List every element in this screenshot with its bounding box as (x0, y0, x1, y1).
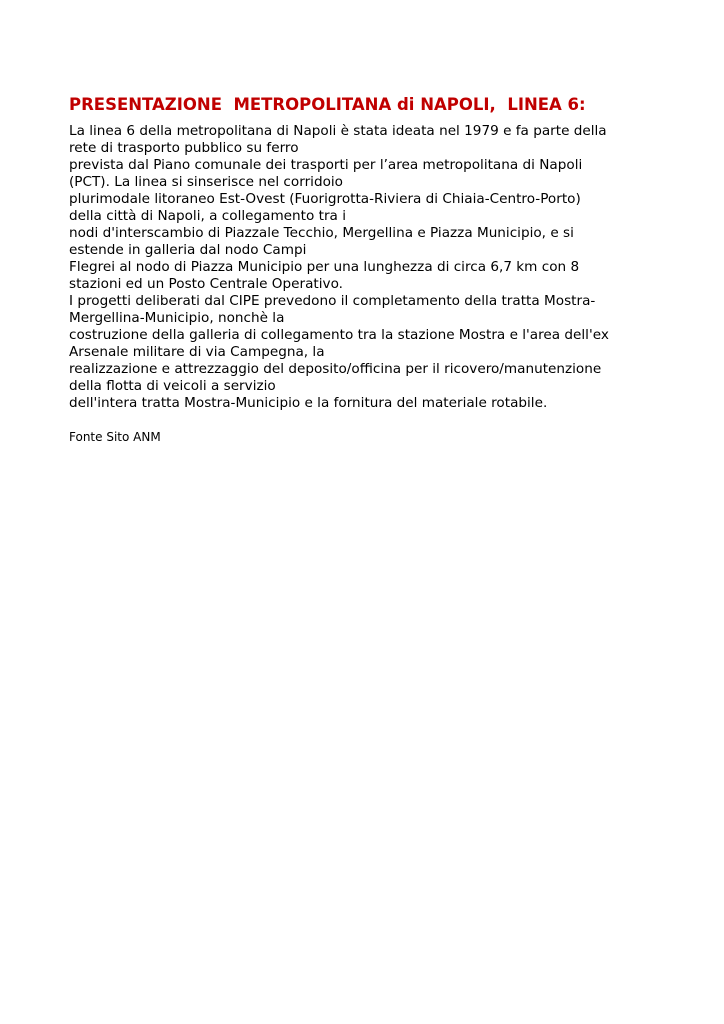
body-line: Mergellina-Municipio, nonchè la (69, 310, 285, 326)
body-line: realizzazione e attrezzaggio del deposito/officina per il ricovero/manutenzione (69, 361, 602, 377)
body-line: dell'intera tratta Mostra-Municipio e la fornitura del materiale rotabile. (69, 395, 548, 411)
body-line: della flotta di veicoli a servizio (69, 378, 276, 394)
body-line: estende in galleria dal nodo Campi (69, 242, 307, 258)
body-line: stazioni ed un Posto Centrale Operativo. (69, 276, 343, 292)
body-line: Arsenale militare di via Campegna, la (69, 344, 325, 360)
document-page (69, 95, 669, 445)
body-line: I progetti deliberati dal CIPE prevedono il completamento della tratta Mostra- (69, 293, 596, 309)
body-line: costruzione della galleria di collegamento tra la stazione Mostra e l'area dell'ex (69, 327, 609, 343)
source-note: Fonte Sito ANM (69, 430, 161, 444)
body-line: nodi d'interscambio di Piazzale Tecchio, Mergellina e Piazza Municipio, e si (69, 225, 574, 241)
body-line: plurimodale litoraneo Est-Ovest (Fuorigrotta-Riviera di Chiaia-Centro-Porto) (69, 191, 581, 207)
body-line: rete di trasporto pubblico su ferro (69, 140, 299, 156)
document-title: PRESENTAZIONE METROPOLITANA di NAPOLI, LINEA 6: (69, 95, 586, 114)
body-line: (PCT). La linea si sinserisce nel corridoio (69, 174, 343, 190)
body-line: della città di Napoli, a collegamento tra i (69, 208, 346, 224)
body-line: Flegrei al nodo di Piazza Municipio per una lunghezza di circa 6,7 km con 8 (69, 259, 580, 275)
body-line: La linea 6 della metropolitana di Napoli è stata ideata nel 1979 e fa parte della (69, 123, 607, 139)
body-paragraph (69, 123, 669, 412)
body-line: prevista dal Piano comunale dei trasporti per l’area metropolitana di Napoli (69, 157, 583, 173)
